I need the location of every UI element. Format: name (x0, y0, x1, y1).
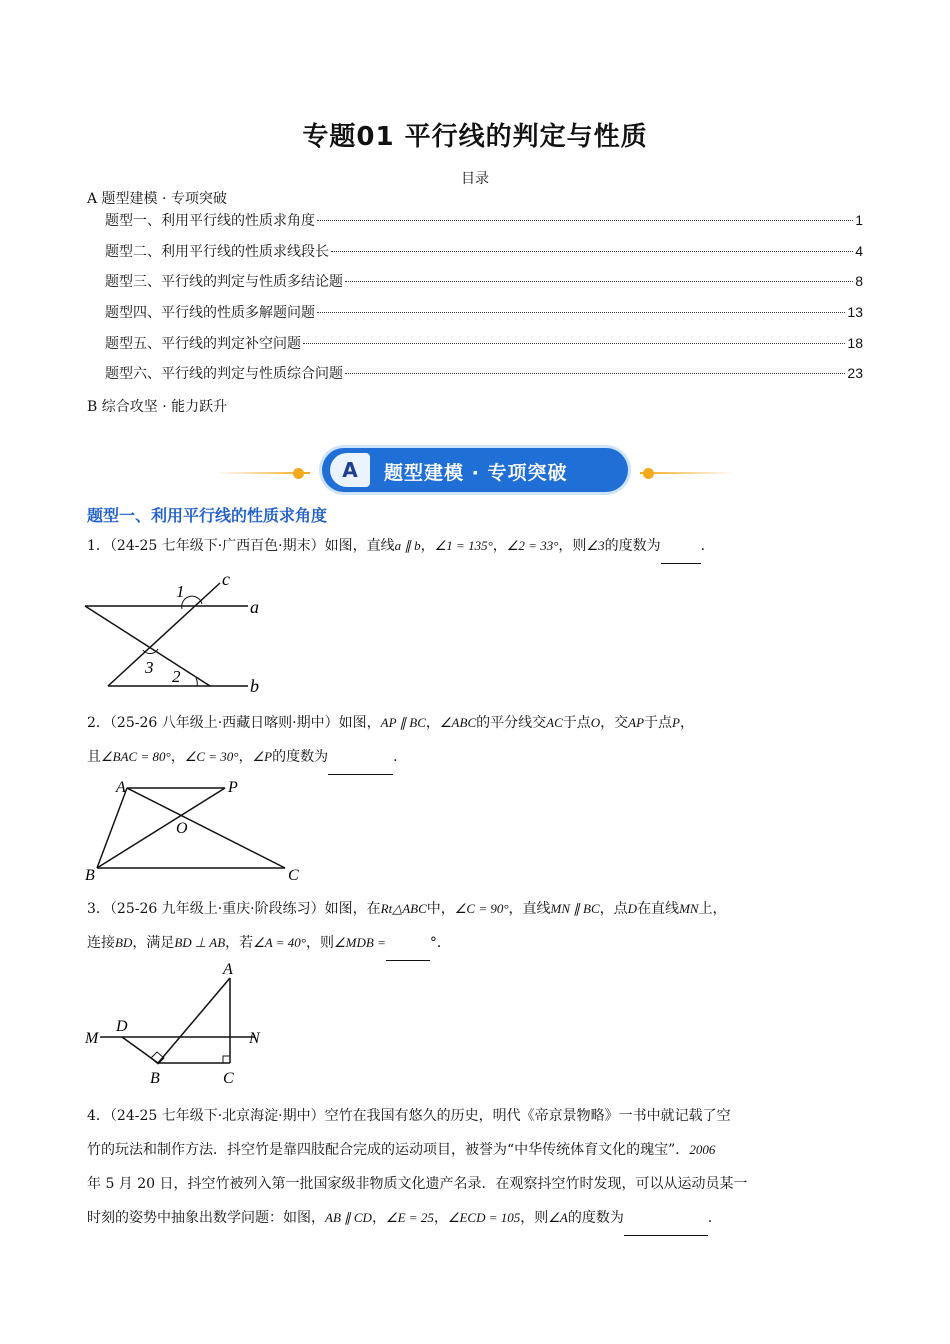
svg-text:C: C (288, 867, 299, 884)
svg-text:A: A (223, 961, 233, 978)
svg-text:M: M (85, 1030, 99, 1047)
banner-line-right (640, 472, 735, 474)
svg-text:B: B (85, 867, 95, 884)
question-3: 3．（25-26 九年级上·重庆·阶段练习）如图，在Rt△ABC中，∠C = 90°，直线MN ∥ BC，点D在直线MN上， 连接BD，满足BD ⊥ AB，若∠A = 40°，则∠MDB = °． (87, 892, 865, 961)
question-4: 4．（24-25 七年级下·北京海淀·期中）空竹在我国有悠久的历史，明代《帝京景物略》一书中就记载了空 竹的玩法和制作方法．抖空竹是靠四肢配合完成的运动项目，被誉为“中华传统体育文化的瑰宝”．2006 年 5 月 20 日，抖空竹被列入第一批国家级非物质文化遗产名录．在观察抖空竹时发现，可以从运动员某一 时刻的姿势中抽象出数学问题：如图，AB ∥ CD，∠E = 25，∠ECD = 105，则∠A的度数为 ． (87, 1099, 865, 1236)
banner-dot-left (293, 468, 304, 479)
toc-item[interactable] (105, 363, 863, 383)
toc-item-label: 题型四、平行线的性质多解题问题 (105, 305, 315, 321)
svg-text:C: C (223, 1070, 234, 1087)
svg-text:A: A (116, 779, 126, 796)
question-2: 2．（25-26 八年级上·西藏日喀则·期中）如图，AP ∥ BC，∠ABC的平分线交AC于点O，交AP于点P， 且∠BAC = 80°，∠C = 30°，∠P的度数为 ． (87, 706, 865, 775)
toc-item[interactable] (105, 271, 863, 291)
svg-text:a: a (250, 597, 259, 617)
answer-blank[interactable] (328, 740, 393, 775)
svg-text:1: 1 (176, 582, 185, 601)
figure-q2 (80, 776, 310, 888)
svg-text:3: 3 (145, 658, 154, 677)
answer-blank[interactable] (386, 926, 430, 961)
toc-item[interactable] (105, 333, 863, 353)
banner-dot-right (643, 468, 654, 479)
toc-item-page: 18 (847, 335, 863, 351)
toc-item-label: 题型一、利用平行线的性质求角度 (105, 213, 315, 229)
answer-blank[interactable] (661, 529, 701, 564)
figure-q1 (80, 568, 280, 693)
svg-text:P: P (228, 779, 238, 796)
toc-item-label: 题型六、平行线的判定与性质综合问题 (105, 366, 343, 382)
toc-item-page: 4 (855, 243, 863, 259)
figure-q3 (80, 958, 280, 1088)
toc-item-page: 1 (855, 212, 863, 228)
toc-item-label: 题型五、平行线的判定补空问题 (105, 336, 301, 352)
toc-item[interactable] (105, 302, 863, 322)
svg-text:N: N (249, 1030, 260, 1047)
toc-item[interactable] (105, 241, 863, 261)
toc-item[interactable] (105, 210, 863, 230)
toc-section-a[interactable]: A 题型建模 · 专项突破 (87, 191, 227, 207)
question-1: 1．（24-25 七年级下·广西百色·期末）如图，直线a ∥ b，∠1 = 135°，∠2 = 33°，则∠3的度数为 ． (87, 529, 865, 564)
answer-blank[interactable] (624, 1201, 708, 1236)
svg-text:D: D (116, 1018, 128, 1035)
toc-item-label: 题型三、平行线的判定与性质多结论题 (105, 274, 343, 290)
toc-section-b[interactable]: B 综合攻坚 · 能力跃升 (87, 399, 228, 415)
toc-item-page: 8 (855, 273, 863, 289)
svg-text:B: B (150, 1070, 160, 1087)
svg-text:b: b (250, 676, 259, 693)
toc-item-page: 23 (847, 365, 863, 381)
page-title: 专题01 平行线的判定与性质 (302, 122, 648, 152)
svg-text:O: O (176, 820, 188, 837)
question-type-heading: 题型一、利用平行线的性质求角度 (87, 506, 328, 525)
toc-heading: 目录 (461, 171, 489, 187)
toc-item-page: 13 (847, 304, 863, 320)
banner-letter: A (330, 453, 370, 487)
banner-title: 题型建模 · 专项突破 (384, 462, 568, 484)
svg-text:c: c (222, 569, 230, 589)
svg-text:2: 2 (172, 667, 181, 686)
toc-item-label: 题型二、利用平行线的性质求线段长 (105, 244, 329, 260)
